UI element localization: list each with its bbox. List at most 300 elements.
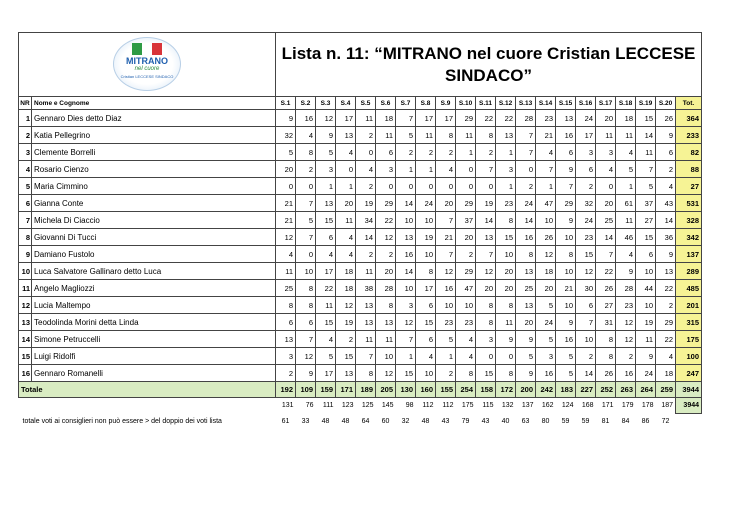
vote-cell: 16 <box>556 331 576 348</box>
header-section: S.11 <box>476 97 496 110</box>
row-number: 14 <box>19 331 32 348</box>
vote-cell: 6 <box>556 144 576 161</box>
vote-cell: 12 <box>616 314 636 331</box>
vote-cell: 11 <box>596 127 616 144</box>
row-number: 7 <box>19 212 32 229</box>
row-total: 82 <box>676 144 702 161</box>
candidate-name: Gennaro Romanelli <box>32 365 276 382</box>
vote-cell: 4 <box>536 144 556 161</box>
vote-cell: 3 <box>276 348 296 365</box>
vote-cell: 31 <box>596 314 616 331</box>
note-cell: 33 <box>301 418 310 425</box>
note-cell: 84 <box>621 418 630 425</box>
vote-cell: 6 <box>276 314 296 331</box>
vote-cell: 10 <box>636 297 656 314</box>
row-number: 11 <box>19 280 32 297</box>
vote-cell: 4 <box>276 246 296 263</box>
row-number: 12 <box>19 297 32 314</box>
row-total: 175 <box>676 331 702 348</box>
vote-cell: 21 <box>436 229 456 246</box>
header-section: S.12 <box>496 97 516 110</box>
note-row <box>19 414 702 430</box>
vote-cell: 18 <box>336 263 356 280</box>
vote-cell: 5 <box>316 348 336 365</box>
list-votes-cell: 145 <box>381 402 394 410</box>
vote-cell: 1 <box>496 178 516 195</box>
vote-cell: 29 <box>656 314 676 331</box>
header-row <box>19 97 702 110</box>
vote-cell: 9 <box>296 365 316 382</box>
vote-cell: 2 <box>416 144 436 161</box>
vote-cell: 24 <box>536 314 556 331</box>
vote-cell: 12 <box>616 331 636 348</box>
vote-cell: 16 <box>436 280 456 297</box>
vote-cell: 28 <box>616 280 636 297</box>
vote-cell: 25 <box>276 280 296 297</box>
vote-cell: 5 <box>536 331 556 348</box>
vote-cell: 15 <box>576 246 596 263</box>
vote-cell: 4 <box>456 331 476 348</box>
vote-cell: 10 <box>456 297 476 314</box>
row-number: 10 <box>19 263 32 280</box>
vote-cell: 4 <box>316 246 336 263</box>
vote-cell: 4 <box>656 348 676 365</box>
list-votes-cell: 179 <box>621 402 634 410</box>
vote-cell: 8 <box>596 348 616 365</box>
vote-cell: 1 <box>416 161 436 178</box>
vote-cell: 2 <box>296 161 316 178</box>
row-number: 3 <box>19 144 32 161</box>
vote-cell: 37 <box>456 212 476 229</box>
row-number: 16 <box>19 365 32 382</box>
vote-cell: 14 <box>656 212 676 229</box>
vote-cell: 18 <box>616 110 636 127</box>
row-total: 485 <box>676 280 702 297</box>
vote-cell: 9 <box>656 246 676 263</box>
note-cell: 63 <box>521 418 530 425</box>
vote-cell: 17 <box>576 127 596 144</box>
vote-cell: 20 <box>536 280 556 297</box>
vote-cell: 10 <box>416 212 436 229</box>
vote-cell: 0 <box>276 178 296 195</box>
vote-cell: 32 <box>576 195 596 212</box>
vote-cell: 32 <box>276 127 296 144</box>
totals-cell: 252 <box>596 382 616 398</box>
vote-cell: 1 <box>436 348 456 365</box>
row-number: 15 <box>19 348 32 365</box>
vote-cell: 2 <box>576 178 596 195</box>
vote-cell: 8 <box>476 314 496 331</box>
note-cell: 72 <box>661 418 670 425</box>
candidate-name: Katia Pellegrino <box>32 127 276 144</box>
list-votes-spacer <box>19 398 276 414</box>
note-cell: 43 <box>441 418 450 425</box>
vote-cell: 36 <box>656 229 676 246</box>
vote-cell: 26 <box>536 229 556 246</box>
table-row <box>19 161 702 178</box>
vote-cell: 2 <box>336 331 356 348</box>
vote-cell: 6 <box>416 331 436 348</box>
vote-cell: 5 <box>616 161 636 178</box>
results-table <box>18 32 702 430</box>
vote-cell: 14 <box>576 365 596 382</box>
list-votes-total: 3944 <box>676 398 702 414</box>
vote-cell: 7 <box>476 246 496 263</box>
vote-cell: 11 <box>356 110 376 127</box>
vote-cell: 7 <box>476 161 496 178</box>
logo-line1: MITRANO <box>126 55 168 66</box>
vote-cell: 7 <box>396 331 416 348</box>
header-section: S.15 <box>556 97 576 110</box>
list-votes-cell: 132 <box>501 402 514 410</box>
vote-cell: 20 <box>376 263 396 280</box>
totals-cell: 160 <box>416 382 436 398</box>
vote-cell: 11 <box>416 127 436 144</box>
vote-cell: 9 <box>496 331 516 348</box>
header-section: S.17 <box>596 97 616 110</box>
vote-cell: 10 <box>416 365 436 382</box>
vote-cell: 12 <box>336 297 356 314</box>
totals-cell: 205 <box>376 382 396 398</box>
totals-cell: 159 <box>316 382 336 398</box>
vote-cell: 12 <box>436 263 456 280</box>
vote-cell: 12 <box>576 263 596 280</box>
row-number: 9 <box>19 246 32 263</box>
header-section: S.4 <box>336 97 356 110</box>
vote-cell: 11 <box>636 144 656 161</box>
vote-cell: 11 <box>336 212 356 229</box>
vote-cell: 23 <box>436 314 456 331</box>
row-total: 531 <box>676 195 702 212</box>
vote-cell: 0 <box>496 348 516 365</box>
vote-cell: 4 <box>336 144 356 161</box>
vote-cell: 19 <box>356 195 376 212</box>
vote-cell: 16 <box>616 365 636 382</box>
list-votes-cell: 112 <box>422 402 434 410</box>
candidate-name: Simone Petruccelli <box>32 331 276 348</box>
vote-cell: 20 <box>276 161 296 178</box>
vote-cell: 2 <box>276 365 296 382</box>
vote-cell: 19 <box>476 195 496 212</box>
vote-cell: 11 <box>636 331 656 348</box>
vote-cell: 7 <box>356 348 376 365</box>
list-votes-cell: 171 <box>601 402 614 410</box>
italian-flag-icon <box>132 43 162 55</box>
vote-cell: 13 <box>336 365 356 382</box>
row-total: 247 <box>676 365 702 382</box>
logo-cell <box>19 33 276 97</box>
vote-cell: 0 <box>356 144 376 161</box>
vote-cell: 15 <box>476 365 496 382</box>
vote-cell: 9 <box>516 365 536 382</box>
vote-cell: 2 <box>516 178 536 195</box>
vote-cell: 25 <box>516 280 536 297</box>
vote-cell: 8 <box>516 246 536 263</box>
vote-cell: 0 <box>476 178 496 195</box>
vote-cell: 11 <box>276 263 296 280</box>
totals-cell: 183 <box>556 382 576 398</box>
vote-cell: 2 <box>356 246 376 263</box>
vote-cell: 8 <box>476 127 496 144</box>
list-votes-cell: 178 <box>641 402 654 410</box>
vote-cell: 7 <box>296 195 316 212</box>
vote-cell: 8 <box>296 297 316 314</box>
vote-cell: 34 <box>356 212 376 229</box>
vote-cell: 12 <box>296 348 316 365</box>
vote-cell: 37 <box>636 195 656 212</box>
vote-cell: 11 <box>356 263 376 280</box>
vote-cell: 7 <box>516 127 536 144</box>
vote-cell: 9 <box>656 127 676 144</box>
vote-cell: 8 <box>296 280 316 297</box>
note-cell: 80 <box>541 418 550 425</box>
table-row <box>19 144 702 161</box>
totals-cell: 200 <box>516 382 536 398</box>
vote-cell: 10 <box>496 246 516 263</box>
vote-cell: 20 <box>476 280 496 297</box>
header-section: S.7 <box>396 97 416 110</box>
note-cell: 61 <box>281 418 290 425</box>
vote-cell: 1 <box>456 144 476 161</box>
totals-row <box>19 382 702 398</box>
vote-cell: 22 <box>496 110 516 127</box>
vote-cell: 21 <box>276 195 296 212</box>
row-total: 137 <box>676 246 702 263</box>
vote-cell: 0 <box>296 246 316 263</box>
vote-cell: 23 <box>616 297 636 314</box>
vote-cell: 26 <box>596 280 616 297</box>
vote-cell: 0 <box>376 178 396 195</box>
vote-cell: 5 <box>556 348 576 365</box>
list-votes-cell: 187 <box>661 402 673 410</box>
vote-cell: 6 <box>576 297 596 314</box>
row-total: 201 <box>676 297 702 314</box>
candidate-name: Michela Di Ciaccio <box>32 212 276 229</box>
candidate-name: Luigi Ridolfi <box>32 348 276 365</box>
vote-cell: 3 <box>596 144 616 161</box>
vote-cell: 5 <box>396 127 416 144</box>
note-cell: 60 <box>381 418 390 425</box>
totals-cell: 155 <box>436 382 456 398</box>
logo-line2: nel cuore <box>134 65 160 72</box>
vote-cell: 1 <box>396 161 416 178</box>
vote-cell: 5 <box>436 331 456 348</box>
vote-cell: 23 <box>456 314 476 331</box>
candidate-name: Teodolinda Morini detta Linda <box>32 314 276 331</box>
note-cell: 59 <box>561 418 570 425</box>
vote-cell: 7 <box>636 161 656 178</box>
header-section: S.16 <box>576 97 596 110</box>
note-label: totale voti ai consiglieri non può essere > del doppio dei voti lista <box>22 418 222 425</box>
vote-cell: 13 <box>516 297 536 314</box>
vote-cell: 13 <box>376 314 396 331</box>
table-row <box>19 110 702 127</box>
vote-cell: 4 <box>416 348 436 365</box>
vote-cell: 0 <box>476 348 496 365</box>
vote-cell: 29 <box>456 195 476 212</box>
header-section: S.5 <box>356 97 376 110</box>
row-number: 6 <box>19 195 32 212</box>
vote-cell: 9 <box>556 161 576 178</box>
vote-cell: 13 <box>516 263 536 280</box>
totals-cell: 254 <box>456 382 476 398</box>
vote-cell: 1 <box>396 348 416 365</box>
candidate-name: Gianna Conte <box>32 195 276 212</box>
header-nr: NR <box>19 97 32 110</box>
vote-cell: 2 <box>616 348 636 365</box>
vote-cell: 3 <box>496 161 516 178</box>
header-section: S.6 <box>376 97 396 110</box>
row-total: 100 <box>676 348 702 365</box>
note-cell: 79 <box>461 418 470 425</box>
vote-cell: 12 <box>316 110 336 127</box>
vote-cell: 11 <box>316 297 336 314</box>
note-cell: 64 <box>361 418 370 425</box>
vote-cell: 9 <box>556 212 576 229</box>
row-total: 315 <box>676 314 702 331</box>
list-votes-cell: 125 <box>361 402 374 410</box>
vote-cell: 9 <box>516 331 536 348</box>
vote-cell: 5 <box>536 297 556 314</box>
vote-cell: 12 <box>536 246 556 263</box>
vote-cell: 10 <box>556 263 576 280</box>
vote-cell: 13 <box>276 331 296 348</box>
vote-cell: 15 <box>416 314 436 331</box>
row-total: 289 <box>676 263 702 280</box>
grand-total: 3944 <box>676 382 702 398</box>
vote-cell: 10 <box>396 280 416 297</box>
list-votes-cell: 168 <box>581 402 594 410</box>
vote-cell: 12 <box>276 229 296 246</box>
vote-cell: 38 <box>356 280 376 297</box>
vote-cell: 11 <box>376 331 396 348</box>
vote-cell: 22 <box>656 331 676 348</box>
vote-cell: 4 <box>656 178 676 195</box>
totals-cell: 189 <box>356 382 376 398</box>
vote-cell: 18 <box>536 263 556 280</box>
vote-cell: 43 <box>656 195 676 212</box>
vote-cell: 3 <box>536 348 556 365</box>
vote-cell: 27 <box>636 212 656 229</box>
vote-cell: 27 <box>596 297 616 314</box>
vote-cell: 29 <box>456 110 476 127</box>
vote-cell: 0 <box>456 161 476 178</box>
note-spacer <box>676 414 702 430</box>
vote-cell: 0 <box>396 178 416 195</box>
vote-cell: 3 <box>316 161 336 178</box>
vote-cell: 4 <box>456 348 476 365</box>
vote-cell: 3 <box>376 161 396 178</box>
vote-cell: 23 <box>536 110 556 127</box>
row-number: 13 <box>19 314 32 331</box>
row-number: 2 <box>19 127 32 144</box>
vote-cell: 7 <box>556 178 576 195</box>
vote-cell: 22 <box>596 263 616 280</box>
totals-cell: 227 <box>576 382 596 398</box>
vote-cell: 13 <box>316 195 336 212</box>
vote-cell: 11 <box>496 314 516 331</box>
vote-cell: 2 <box>396 144 416 161</box>
vote-cell: 29 <box>556 195 576 212</box>
list-votes-cell: 111 <box>322 402 334 410</box>
vote-cell: 4 <box>336 229 356 246</box>
vote-cell: 9 <box>276 110 296 127</box>
vote-cell: 13 <box>496 127 516 144</box>
vote-cell: 8 <box>436 127 456 144</box>
vote-cell: 22 <box>376 212 396 229</box>
row-total: 27 <box>676 178 702 195</box>
vote-cell: 6 <box>316 229 336 246</box>
row-total: 364 <box>676 110 702 127</box>
vote-cell: 10 <box>436 297 456 314</box>
table-row <box>19 365 702 382</box>
vote-cell: 61 <box>616 195 636 212</box>
vote-cell: 11 <box>616 127 636 144</box>
header-section: S.19 <box>636 97 656 110</box>
row-total: 88 <box>676 161 702 178</box>
vote-cell: 15 <box>636 229 656 246</box>
row-total: 328 <box>676 212 702 229</box>
vote-cell: 10 <box>536 212 556 229</box>
vote-cell: 2 <box>656 297 676 314</box>
vote-cell: 2 <box>436 365 456 382</box>
vote-cell: 6 <box>296 314 316 331</box>
note-cell: 59 <box>581 418 590 425</box>
vote-cell: 8 <box>596 331 616 348</box>
list-votes-cell: 115 <box>482 402 494 410</box>
vote-cell: 5 <box>316 144 336 161</box>
vote-cell: 7 <box>576 314 596 331</box>
vote-cell: 10 <box>556 229 576 246</box>
header-name: Nome e Cognome <box>32 97 276 110</box>
vote-cell: 1 <box>336 178 356 195</box>
list-votes-cell: 112 <box>442 402 454 410</box>
vote-cell: 0 <box>436 178 456 195</box>
vote-cell: 7 <box>396 110 416 127</box>
vote-cell: 1 <box>496 144 516 161</box>
header-section: S.10 <box>456 97 476 110</box>
vote-cell: 1 <box>536 178 556 195</box>
totals-cell: 109 <box>296 382 316 398</box>
vote-cell: 16 <box>536 365 556 382</box>
totals-cell: 259 <box>656 382 676 398</box>
vote-cell: 6 <box>416 297 436 314</box>
vote-cell: 14 <box>516 212 536 229</box>
vote-cell: 28 <box>376 280 396 297</box>
vote-cell: 7 <box>436 246 456 263</box>
list-votes-cell: 76 <box>305 402 314 410</box>
vote-cell: 2 <box>376 246 396 263</box>
vote-cell: 2 <box>476 144 496 161</box>
vote-cell: 4 <box>596 161 616 178</box>
vote-cell: 21 <box>536 127 556 144</box>
vote-cell: 11 <box>616 212 636 229</box>
totals-cell: 242 <box>536 382 556 398</box>
vote-cell: 17 <box>316 263 336 280</box>
vote-cell: 16 <box>516 229 536 246</box>
list-votes-row <box>19 398 702 414</box>
vote-cell: 26 <box>596 365 616 382</box>
vote-cell: 20 <box>336 195 356 212</box>
vote-cell: 7 <box>516 144 536 161</box>
vote-cell: 2 <box>356 178 376 195</box>
totals-label: Totale <box>19 382 276 398</box>
vote-cell: 4 <box>296 127 316 144</box>
vote-cell: 12 <box>476 263 496 280</box>
vote-cell: 8 <box>456 365 476 382</box>
vote-cell: 29 <box>376 195 396 212</box>
note-cell: 48 <box>321 418 330 425</box>
